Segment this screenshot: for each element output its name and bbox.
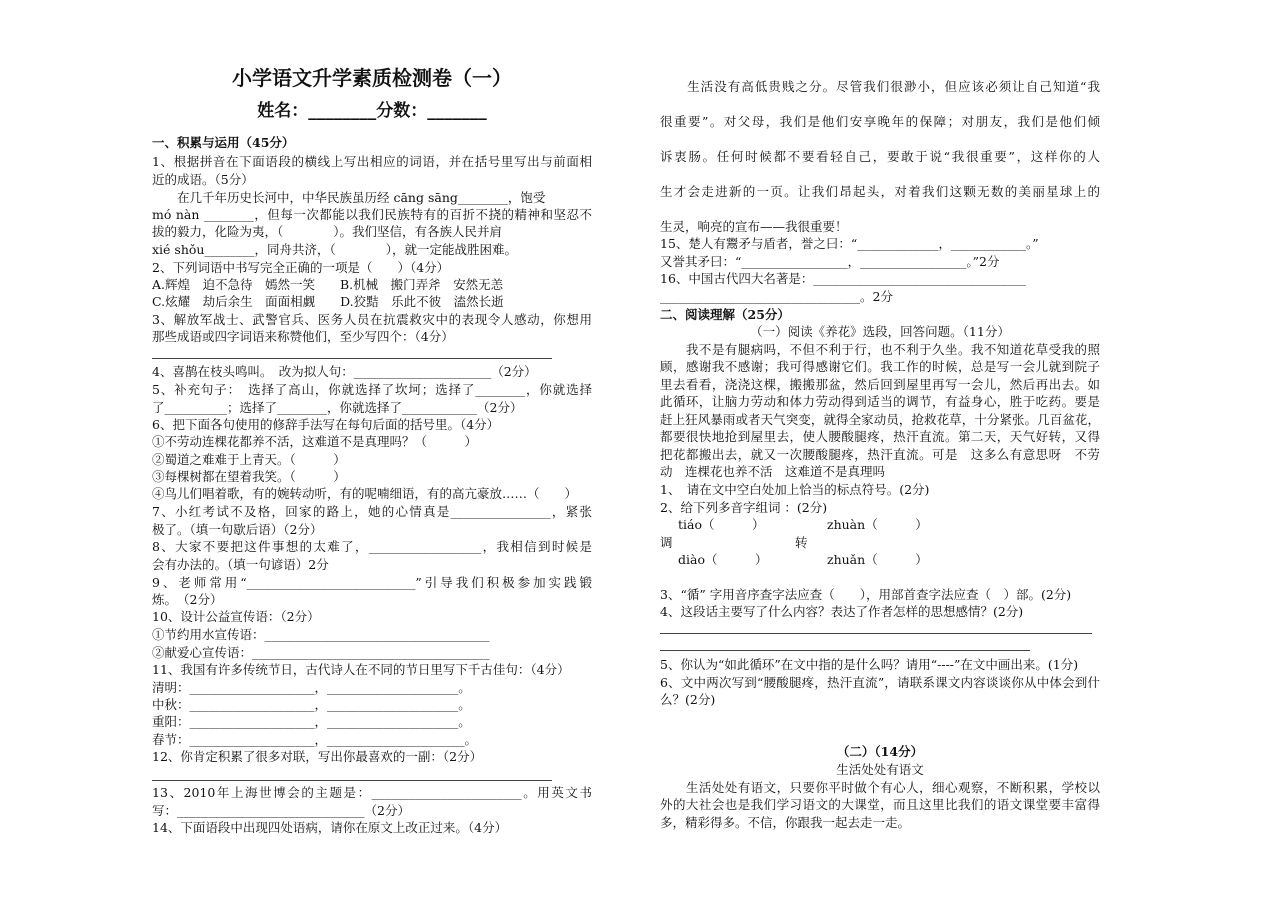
text-line: 很重要”。对父母，我们是他们安享晚年的保障；对朋友，我们是他们倾	[660, 114, 1100, 129]
text-line: 多，精彩得多。不信，你跟我一起去走一走。	[660, 815, 911, 830]
text-line: 么？(2分)	[660, 692, 716, 707]
text-line: 11、我国有许多传统节日，古代诗人在不同的节日里写下千古佳句：（4分）	[152, 662, 570, 677]
text-line: 外的大社会也是我们学习语文的大课堂，而且这里比我们的语文课堂要丰富得	[660, 797, 1100, 812]
text-line: 此循环，让脑力劳动和体力劳动得到适当的调节，有益身心，胜于吃药。要是	[660, 394, 1100, 409]
text-line: 生才会走进新的一页。让我们昂起头，对着我们这颗无数的美丽星球上的	[660, 184, 1100, 199]
section-heading: 二、阅读理解（25分）	[660, 307, 790, 322]
text-line: 3、“循” 字用音序查字法应查（ ），用部首查字法应查（ ）部。(2分)	[660, 587, 1072, 602]
polyphone-zhuan3: zhuǎn（ ）	[827, 552, 928, 567]
text-line: 动 连棵花也养不活 这难道不是真理吗	[660, 464, 886, 479]
text-line: 炼。 （2分）	[152, 592, 223, 607]
text-line: 12、你肯定积累了很多对联，写出你最喜欢的一副：（2分）	[152, 749, 483, 764]
text-line: 了__________；选择了________，你就选择了____________（2分）	[152, 400, 523, 415]
answer-line-q3	[152, 358, 552, 359]
section-heading: （二）（14分）	[836, 744, 924, 759]
text-line: 6、把下面各句使用的修辞手法写在每句后面的括号里。（4分）	[152, 417, 500, 432]
text-line: 15、楚人有鬻矛与盾者，誉之曰：“_____________，____________。”	[660, 236, 1039, 251]
section-heading: 一、积累与运用（45分）	[152, 135, 295, 150]
polyphone-char-zhuan: 转	[795, 535, 808, 550]
text-line: 中秋：____________________，_____________________。	[152, 697, 471, 712]
name-score-line: 姓名：________分数：_______	[257, 101, 487, 121]
text-line: 5、你认为“如此循环”在文中指的是什么吗？请用“----”在文中画出来。(1分)	[660, 657, 1079, 672]
text-line: 春节：____________________，______________________。	[152, 732, 478, 747]
text-line: ②献爱心宣传语：______________________________________	[152, 645, 490, 660]
text-line: 3、解放军战士、武警官兵、医务人员在抗震救灾中的表现令人感动，你想用	[152, 312, 592, 327]
text-line: 9、老师常用“___________________________”引导我们积极参加实践锻	[152, 575, 592, 590]
text-line: 4、喜鹊在枝头鸣叫。 改为拟人句：______________________（2分）	[152, 364, 537, 379]
text-line: 会有办法的。（填一句谚语）2分	[152, 557, 329, 572]
text-line: 生活处处有语文，只要你平时做个有心人，细心观察，不断积累，学校以	[660, 780, 1100, 795]
text-line: 拔的毅力，化险为夷，（ ）。我们坚信，有各族人民并肩	[152, 224, 503, 239]
text-line: mó nàn ________，但每一次都能以我们民族特有的百折不挠的精神和坚忍不	[152, 207, 592, 222]
text-line: 清明：____________________，_____________________。	[152, 680, 471, 695]
text-line: C.炫耀 劫后余生 面面相觑 D.狡黠 乐此不彼 溘然长逝	[152, 294, 504, 309]
text-line: 在几千年历史长河中，中华民族虽历经 cāng sāng________，饱受	[152, 190, 546, 205]
text-line: 写：______________________________（2分）	[152, 803, 410, 818]
text-line: ________________________________。2分	[660, 289, 893, 304]
text-line: 顾，感谢我不感谢；我可得感谢它们。我工作的时候，总是写一会儿就到院子	[660, 359, 1100, 374]
text-line: ③每棵树都在望着我笑。（ ）	[152, 469, 346, 484]
text-line: 1、根据拼音在下面语段的横线上写出相应的词语，并在括号里写出与前面相	[152, 154, 592, 169]
text-line: 2、下列词语中书写完全正确的一项是（ ）（4分）	[152, 260, 450, 275]
answer-line-r4b	[660, 650, 1030, 651]
polyphone-tiao: tiáo（ ）	[678, 517, 765, 532]
text-line: 都要很快地抢到屋里去，使人腰酸腿疼，热汗直流。第二天，天气好转，又得	[660, 429, 1100, 444]
text-line: 我不是有腿病吗，不但不利于行，也不利于久坐。我不知道花草受我的照	[660, 342, 1100, 357]
text-line: 8、大家不要把这件事想的太难了，__________________，我相信到时候是	[152, 539, 592, 554]
text-line: 又誉其矛曰：“_________________，_________________。”2分	[660, 254, 1000, 269]
answer-line-r4a	[660, 633, 1092, 634]
text-line: 极了。（填一句歇后语）（2分）	[152, 522, 323, 537]
text-line: ②蜀道之难难于上青天。（ ）	[152, 452, 346, 467]
text-line: 4、这段话主要写了什么内容？表达了作者怎样的思想感情？(2分)	[660, 604, 1024, 619]
text-line: 10、设计公益宣传语：（2分）	[152, 609, 320, 624]
text-line: 13、2010年上海世博会的主题是：________________________。用英文书	[152, 785, 592, 800]
text-line: 7、小红考试不及格，回家的路上，她的心情真是________________，紧张	[152, 504, 592, 519]
polyphone-char-diao: 调	[660, 535, 673, 550]
text-line: 6、文中两次写到“腰酸腿疼，热汗直流”，请联系课文内容谈谈你从中体会到什	[660, 675, 1100, 690]
text-line: 2、给下列多音字组词 ：(2分)	[660, 500, 828, 515]
text-line: 14、下面语段中出现四处语病，请你在原文上改正过来。（4分）	[152, 820, 508, 835]
text-line: 生灵，响亮的宣布——我很重要！	[660, 219, 848, 234]
text-line: ①不劳动连棵花都养不活，这难道不是真理吗？（ ）	[152, 434, 478, 449]
text-line: ①节约用水宣传语：____________________________________	[152, 627, 490, 642]
answer-line-q12	[152, 780, 552, 781]
text-line: 赶上狂风暴雨或者天气突变，就得全家动员，抢救花草，十分紧张。几百盆花，	[660, 412, 1100, 427]
polyphone-zhuan4: zhuàn（ ）	[827, 517, 928, 532]
text-line: 1、 请在文中空白处加上恰当的标点符号。(2分)	[660, 482, 930, 497]
text-line: xié shǒu________，同舟共济，（ ），就一定能战胜困难。	[152, 242, 517, 257]
text-line: 生活处处有语文	[836, 762, 924, 777]
text-line: 5、补充句子： 选择了高山，你就选择了坎坷；选择了________，你就选择	[152, 382, 592, 397]
text-line: 16、中国古代四大名著是：__________________________________	[660, 271, 1026, 286]
exam-title: 小学语文升学素质检测卷（一）	[232, 66, 512, 90]
text-line: A.辉煌 迫不急待 嫣然一笑 B.机械 搬门弄斧 安然无恙	[152, 277, 504, 292]
text-line: 里去看看，浇浇这棵，搬搬那盆，然后回到屋里再写一会儿，然后再出去。如	[660, 377, 1100, 392]
polyphone-diao: diào（ ）	[678, 552, 768, 567]
text-line: 生活没有高低贵贱之分。尽管我们很渺小，但应该必须让自己知道“我	[660, 79, 1100, 94]
text-line: 把花都搬出去，就又一次腰酸腿疼，热汗直流。可是 这多么有意思呀 不劳	[660, 447, 1100, 462]
text-line: 那些成语或四字词语来称赞他们，至少写四个：（4分）	[152, 329, 454, 344]
text-line: 诉衷肠。任何时候都不要看轻自己，要敢于说“我很重要”，这样你的人	[660, 149, 1100, 164]
text-line: 重阳：____________________，_____________________。	[152, 714, 471, 729]
text-line: 近的成语。（5分）	[152, 172, 254, 187]
text-line: （一）阅读《养花》选段，回答问题。（11分）	[750, 324, 1010, 339]
text-line: ④鸟儿们唱着歌，有的婉转动听，有的呢喃细语，有的高亢豪放……（ ）	[152, 486, 578, 501]
